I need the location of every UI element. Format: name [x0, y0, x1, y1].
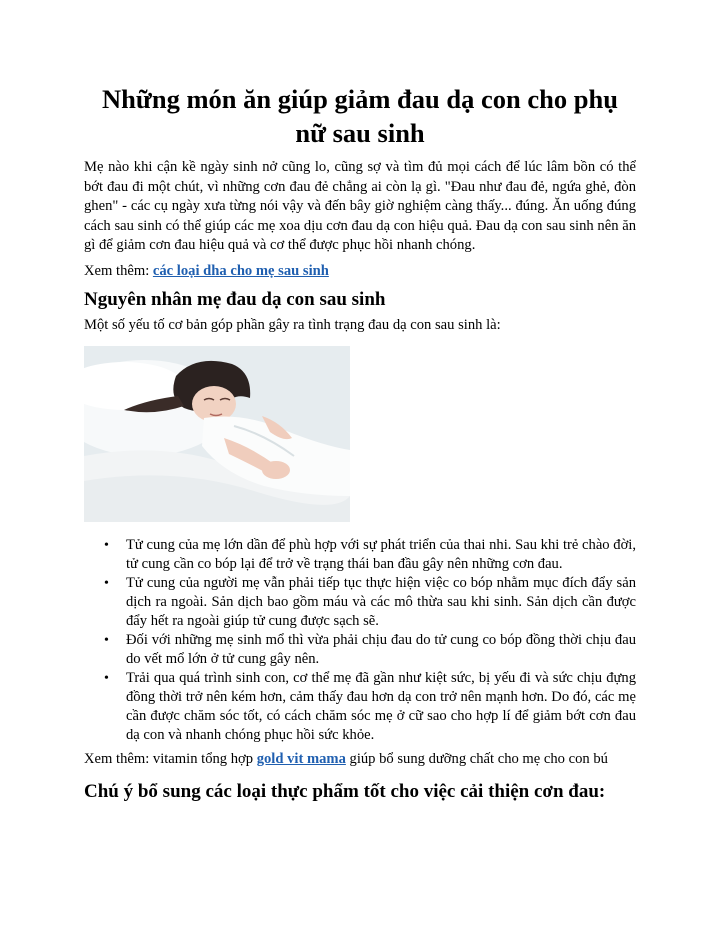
- see-more-suffix: giúp bổ sung dưỡng chất cho mẹ cho con bú: [345, 750, 608, 767]
- gold-vit-mama-link[interactable]: gold vit mama: [256, 750, 346, 767]
- list-item-text: Tử cung của mẹ lớn dần để phù hợp với sự phát triển của thai nhi. Sau khi trẻ chào đời, tử cung cần co bóp lại để trở về trạng thái ban đầu gây nên những cơn đau.: [126, 536, 636, 572]
- bullet-marker: •: [104, 670, 109, 686]
- woman-abdominal-pain-photo: [84, 346, 350, 522]
- list-item: [104, 669, 636, 745]
- list-item-text: Tử cung của người mẹ vẫn phải tiếp tục thực hiện việc co bóp nhằm mục đích đẩy sản dịch ra ngoài. Sản dịch bao gồm máu và các mô thừa sau khi sinh. Sản dịch cần được đẩy hết ra ngoài giúp tử cung được sạch sẽ.: [126, 574, 636, 629]
- intro-paragraph: Mẹ nào khi cận kề ngày sinh nở cũng lo, cũng sợ và tìm đủ mọi cách để lúc lâm bồn có thể bớt đau đi một chút, vì những cơn đau đẻ chẳng ai còn lạ gì. "Đau như đau đẻ, ngứa ghẻ, đòn ghen" - các cụ ngày xưa từng nói vậy và đến bây giờ nghiệm càng thấy... đúng. Ăn uống đúng cách sau sinh có thể giúp các mẹ xoa dịu cơn đau dạ con hiệu quả. Đau dạ con sau sinh nên ăn gì để giảm cơn đau hiệu quả và cơ thể được phục hồi nhanh chóng.: [84, 159, 636, 253]
- list-item-text: Đối với những mẹ sinh mổ thì vừa phải chịu đau do tử cung co bóp đồng thời chịu đau do vết mổ lớn ở tử cung gây nên.: [126, 631, 636, 667]
- list-item: [104, 574, 636, 631]
- causes-list: [84, 536, 636, 745]
- article-title: Những món ăn giúp giảm đau dạ con cho phụ nữ sau sinh: [102, 84, 618, 148]
- see-more-line-1: [84, 262, 636, 282]
- bullet-marker: •: [104, 537, 109, 553]
- bullet-marker: •: [104, 632, 109, 648]
- section-heading-foods: Chú ý bổ sung các loại thực phẩm tốt cho việc cải thiện cơn đau:: [84, 781, 606, 802]
- dha-link[interactable]: các loại dha cho mẹ sau sinh: [152, 262, 329, 279]
- photo-illustration: [84, 346, 350, 522]
- list-item: [104, 536, 636, 574]
- see-more-prefix: Xem thêm: vitamin tổng hợp: [84, 750, 257, 767]
- see-more-line-2: [84, 750, 636, 770]
- list-item: [104, 631, 636, 669]
- section-heading-causes: Nguyên nhân mẹ đau dạ con sau sinh: [84, 289, 386, 310]
- see-more-prefix: Xem thêm:: [84, 262, 153, 279]
- causes-intro: Một số yếu tố cơ bản góp phần gây ra tình trạng đau dạ con sau sinh là:: [84, 317, 501, 333]
- list-item-text: Trải qua quá trình sinh con, cơ thể mẹ đã gần như kiệt sức, bị yếu đi và sức chịu đựng đồng thời trở nên kém hơn, cảm thấy đau hơn dạ con trở nên mạnh hơn. Do đó, các mẹ cần được chăm sóc tốt, có cách chăm sóc mẹ ở cữ sao cho hợp lí để giảm bớt cơn đau dạ con và nhanh chóng phục hồi sức khỏe.: [126, 669, 636, 743]
- bullet-marker: •: [104, 575, 109, 591]
